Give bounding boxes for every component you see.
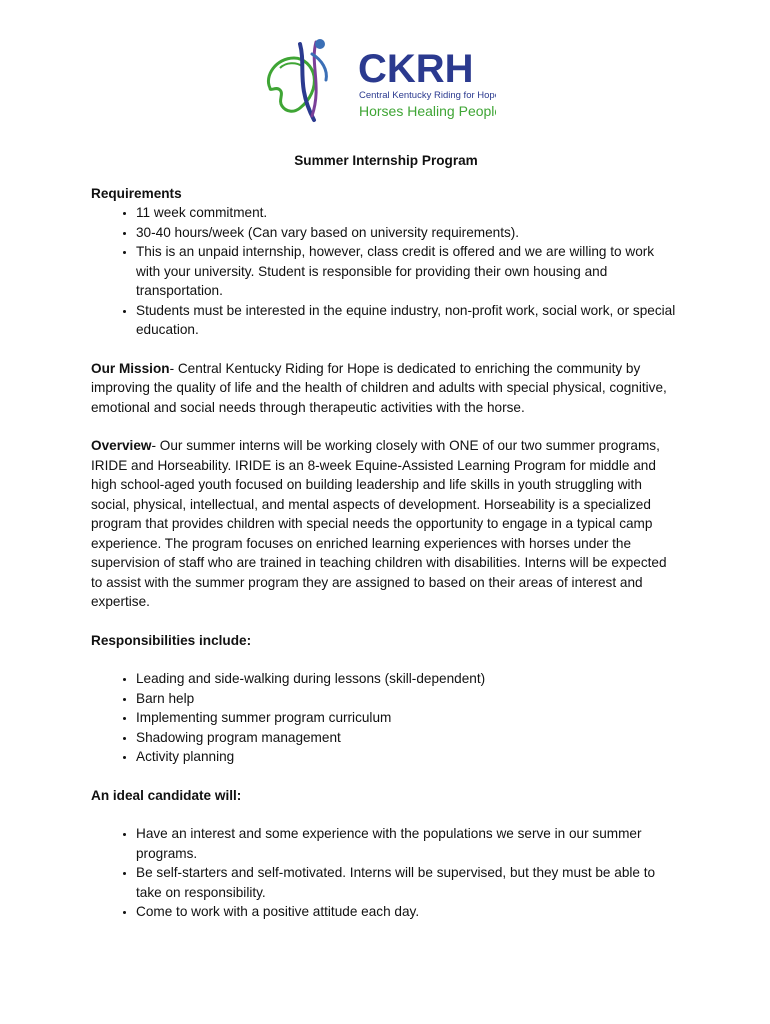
- requirements-heading: Requirements: [91, 185, 182, 201]
- logo-org-name: Central Kentucky Riding for Hope: [359, 90, 496, 101]
- list-item: • Have an interest and some experience with the populations we serve in our summer programs.: [136, 824, 681, 863]
- mission-text: - Central Kentucky Riding for Hope is dedicated to enriching the community by improving the quality of life and the health of children and adults with special physical, cognitive, emotional and social needs through therapeutic activities with the horse.: [91, 360, 667, 415]
- overview-label: Overview: [91, 438, 152, 453]
- list-item: • 30-40 hours/week (Can vary based on university requirements).: [136, 223, 681, 243]
- overview-text: - Our summer interns will be working closely with ONE of our two summer programs, IRIDE and Horseability. IRIDE is an 8-week Equine-Assisted Learning Program for middle and high school-aged youth focused on building leadership and life skills in youth struggling with social, physical, intellectual, and mental aspects of development. Horseability is a specialized program that provides children with special needs the opportunity to engage in a typical camp experience. The program focuses on enriched learning experiences with horses under the supervision of staff who are trained in teaching children with disabilities. Interns will be expected to assist with the summer program they are assigned to based on their areas of interest and expertise.: [91, 438, 667, 609]
- overview-paragraph: [91, 436, 681, 612]
- mission-paragraph: [91, 359, 681, 418]
- list-item: • Come to work with a positive attitude each day.: [136, 902, 681, 922]
- list-item: • Shadowing program management: [136, 728, 681, 748]
- list-item: • 11 week commitment.: [136, 203, 681, 223]
- ckrh-logo: [256, 36, 496, 126]
- responsibilities-list: [91, 669, 681, 767]
- page-title: Summer Internship Program: [294, 153, 478, 168]
- list-item: • Activity planning: [136, 747, 681, 767]
- list-item: • Barn help: [136, 689, 681, 709]
- logo-graphic: [256, 36, 496, 126]
- candidate-heading: An ideal candidate will:: [91, 787, 242, 803]
- list-item: • This is an unpaid internship, however, class credit is offered and we are willing to work with your university. Student is responsible for providing their own housing and transportation.: [136, 242, 681, 301]
- list-item: • Implementing summer program curriculum: [136, 708, 681, 728]
- logo-acronym: CKRH: [358, 47, 474, 91]
- document-body: [91, 151, 681, 922]
- candidate-list: [91, 824, 681, 922]
- mission-label: Our Mission: [91, 360, 170, 376]
- requirements-list: [91, 203, 681, 340]
- list-item: • Be self-starters and self-motivated. Interns will be supervised, but they must be able to take on responsibility.: [136, 863, 681, 902]
- list-item: • Leading and side-walking during lessons (skill-dependent): [136, 669, 681, 689]
- responsibilities-heading: Responsibilities include:: [91, 632, 252, 648]
- list-item: • Students must be interested in the equine industry, non-profit work, social work, or special education.: [136, 301, 681, 340]
- logo-tagline: Horses Healing People: [359, 103, 496, 119]
